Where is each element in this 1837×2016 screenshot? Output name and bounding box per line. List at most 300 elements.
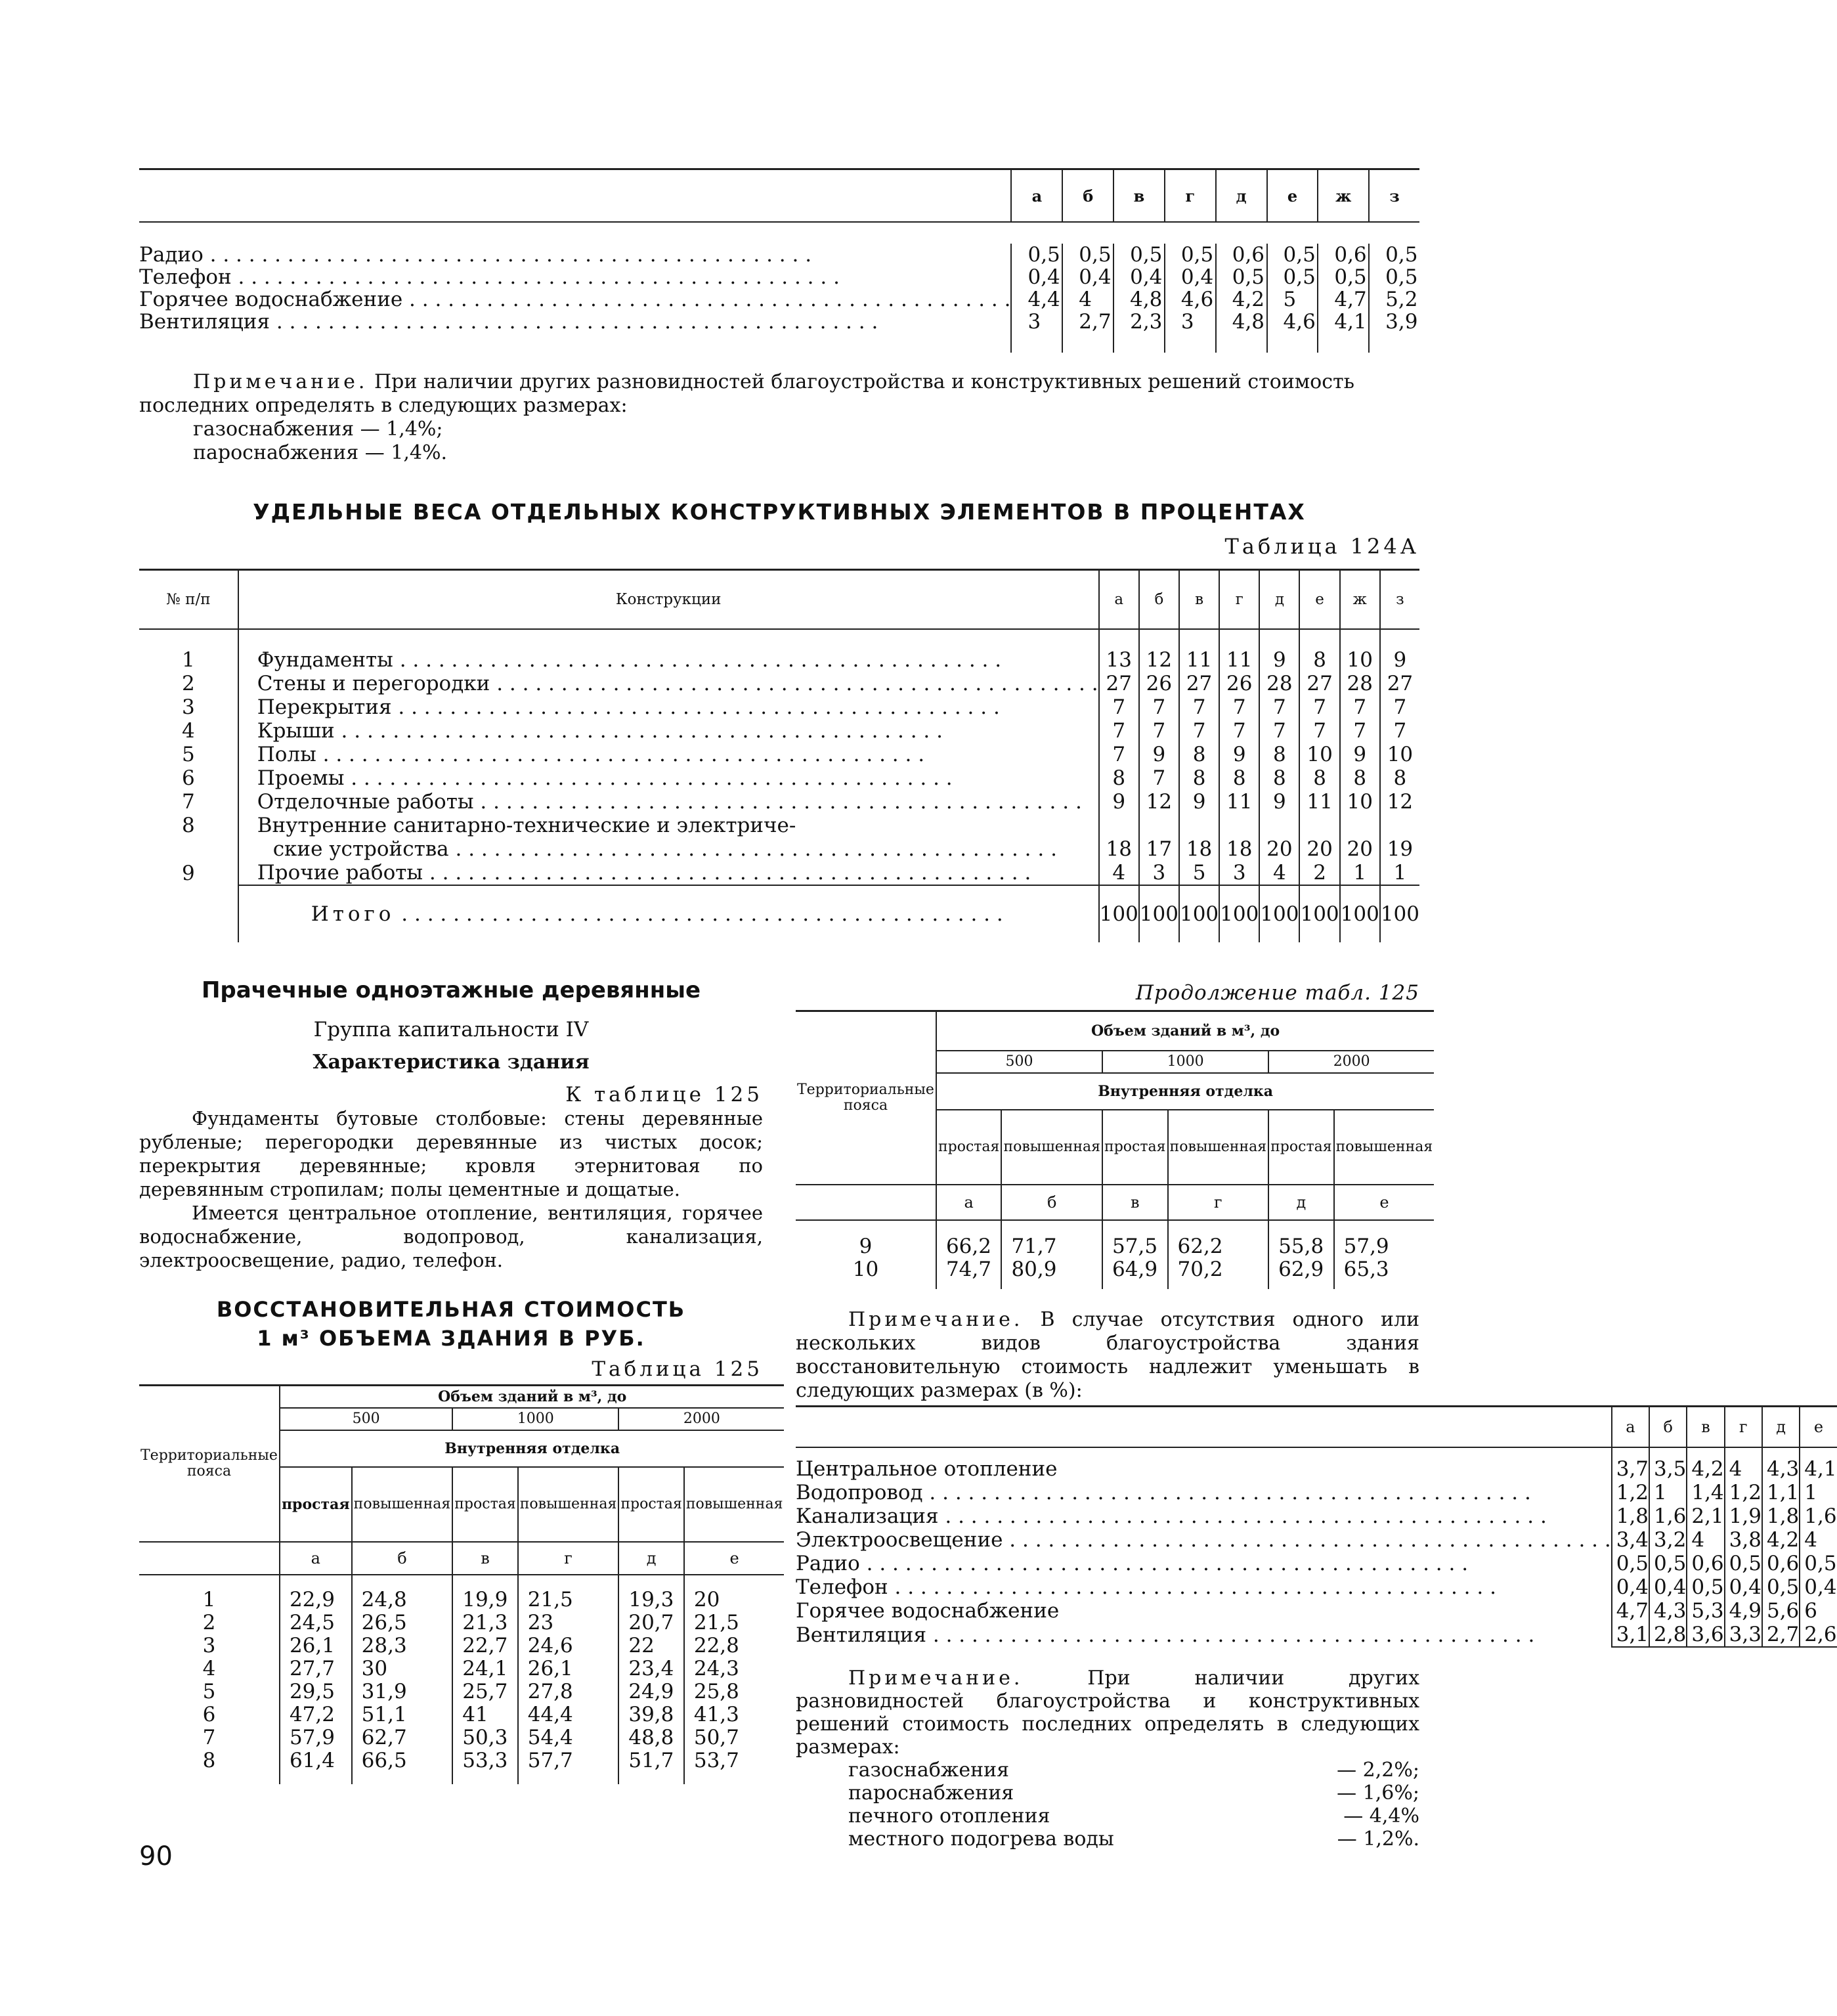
column-header: в xyxy=(1179,570,1219,630)
note-item-value: — 1,2%. xyxy=(1337,1828,1419,1851)
cell: 41 xyxy=(452,1703,517,1726)
cell xyxy=(1099,814,1139,837)
note-3 xyxy=(796,1667,1419,1851)
cell: 0,5 xyxy=(1318,266,1369,288)
cell: 64,9 xyxy=(1102,1258,1167,1281)
cell: 74,7 xyxy=(936,1258,1001,1281)
cell: 100 xyxy=(1139,885,1179,942)
cell: 1,4 xyxy=(1687,1481,1724,1504)
cell: 12 xyxy=(1139,648,1179,672)
laundry-section xyxy=(139,977,763,1381)
note-item: пароснабжения — 1,4%. xyxy=(193,441,447,464)
note-item-value: — 1,6%; xyxy=(1337,1782,1419,1805)
table-row xyxy=(139,288,1419,311)
table-row xyxy=(139,766,1419,790)
cell: 0,5 xyxy=(1113,244,1165,266)
note-lead: Примечание. xyxy=(848,1667,1024,1690)
cell: 9 xyxy=(1139,743,1179,766)
table-row xyxy=(139,266,1419,288)
cell: 100 xyxy=(1259,885,1299,942)
cell: 65,3 xyxy=(1334,1258,1435,1281)
cell: 8 xyxy=(1299,766,1339,790)
cell: 7 xyxy=(1340,695,1380,719)
cell: 0,4 xyxy=(1113,266,1165,288)
cell: 8 xyxy=(1259,766,1299,790)
row-label: Телефон xyxy=(796,1575,888,1599)
number-header: № п/п xyxy=(139,570,238,630)
cell: 4 xyxy=(1099,861,1139,885)
cell: 2 xyxy=(1299,861,1339,885)
cell: 61,4 xyxy=(280,1749,352,1772)
table-125-continued xyxy=(796,1010,1434,1289)
cell: 7 xyxy=(1179,719,1219,743)
cell: 51,7 xyxy=(618,1749,683,1772)
volume-value: 500 xyxy=(936,1051,1102,1073)
cell: 3,5 xyxy=(1649,1457,1687,1481)
cell: 6 xyxy=(1800,1599,1836,1623)
cell: 62,9 xyxy=(1268,1258,1333,1281)
utilities-table-top xyxy=(139,168,1419,353)
cell: 26 xyxy=(1219,672,1259,695)
note-item-label: местного подогрева воды xyxy=(848,1828,1114,1851)
table-row xyxy=(139,1589,784,1611)
cell: 7 xyxy=(1139,695,1179,719)
row-label: Проемы xyxy=(257,766,345,790)
cell: 27 xyxy=(1099,672,1139,695)
note-item xyxy=(796,1782,1419,1805)
note-2 xyxy=(796,1308,1419,1403)
cell: 4 xyxy=(1687,1528,1724,1552)
cell: 8 xyxy=(1299,648,1339,672)
description-paragraph: Фундаменты бутовые столбовые: стены деревянные рубленые; перегородки деревянные из чистых досок; перекрытия деревянные; кровля этернитовая по деревянным стропилам; полы цементные и дощатые. xyxy=(139,1107,763,1200)
cell: 22,9 xyxy=(280,1589,352,1611)
cell: 100 xyxy=(1340,885,1380,942)
cell: 5,6 xyxy=(1762,1599,1800,1623)
row-label: Канализация xyxy=(796,1504,939,1528)
cell: 100 xyxy=(1099,885,1139,942)
cell: 100 xyxy=(1219,885,1259,942)
zone: 5 xyxy=(202,1680,216,1703)
cell: 25,7 xyxy=(452,1680,517,1703)
cell: 3 xyxy=(1165,311,1216,353)
cell: 21,5 xyxy=(684,1611,785,1634)
cell: 0,4 xyxy=(1800,1575,1836,1599)
cell: 2,3 xyxy=(1113,311,1165,353)
table-row xyxy=(139,1611,784,1634)
cell: 2,7 xyxy=(1062,311,1113,353)
cell: 28,3 xyxy=(352,1634,453,1657)
cell: 0,5 xyxy=(1165,244,1216,266)
cell: 57,7 xyxy=(518,1749,619,1772)
cell: 3 xyxy=(1139,861,1179,885)
volume-value: 1000 xyxy=(452,1408,618,1430)
cell: 29,5 xyxy=(280,1680,352,1703)
table-row xyxy=(796,1599,1837,1623)
cell: 26,1 xyxy=(280,1634,352,1657)
finish-type: простая xyxy=(280,1467,352,1542)
table-row xyxy=(139,1680,784,1703)
zone: 8 xyxy=(202,1749,216,1772)
column-header: в xyxy=(452,1542,517,1575)
column-header: ж xyxy=(1340,570,1380,630)
note-item-label: печного отопления xyxy=(848,1805,1050,1828)
cell: 9 xyxy=(1099,790,1139,814)
cell: 11 xyxy=(1179,648,1219,672)
cell: 3,3 xyxy=(1725,1623,1762,1647)
cell xyxy=(1340,814,1380,837)
finish-type: простая xyxy=(936,1110,1001,1185)
row-label: Водопровод xyxy=(796,1481,923,1504)
cell: 12 xyxy=(1380,790,1419,814)
table-row xyxy=(796,1623,1837,1647)
row-label: Электроосвещение xyxy=(796,1528,1003,1552)
cell xyxy=(1259,814,1299,837)
cell: 24,6 xyxy=(518,1634,619,1657)
column-header: з xyxy=(1369,169,1419,223)
cell: 0,4 xyxy=(1725,1575,1762,1599)
cell: 0,5 xyxy=(1612,1552,1649,1575)
row-label: Горячее водоснабжение xyxy=(139,288,403,311)
cell: 27,7 xyxy=(280,1657,352,1680)
cell: 7 xyxy=(1219,695,1259,719)
cell: 4 xyxy=(1259,861,1299,885)
cell: 22,8 xyxy=(684,1634,785,1657)
cell: 19,9 xyxy=(452,1589,517,1611)
cell: 3 xyxy=(1011,311,1062,353)
table-row xyxy=(796,1258,1434,1281)
cell: 4,2 xyxy=(1762,1528,1800,1552)
column-header: а xyxy=(1612,1407,1649,1448)
laundry-title: Прачечные одноэтажные деревянные xyxy=(201,977,701,1003)
equipment-paragraph: Имеется центральное отопление, вентиляция, горячее водоснабжение, водопровод, канализация, электроосвещение, радио, телефон. xyxy=(139,1202,763,1271)
cost-title-line-1: ВОССТАНОВИТЕЛЬНАЯ СТОИМОСТЬ xyxy=(216,1297,686,1322)
table-row xyxy=(139,1726,784,1749)
note-text: При наличии других разновидностей благоустройства и конструктивных решений стоимость последних определять в следующих размерах: xyxy=(796,1667,1419,1759)
table-row xyxy=(796,1528,1837,1552)
cell: 0,5 xyxy=(1649,1552,1687,1575)
row-label: Фундаменты xyxy=(257,648,393,672)
column-header: г xyxy=(518,1542,619,1575)
cell: 0,5 xyxy=(1800,1552,1836,1575)
column-header: д xyxy=(1216,169,1267,223)
column-header: е xyxy=(1267,169,1318,223)
finish-type: повышенная xyxy=(352,1467,453,1542)
name-header: Конструкции xyxy=(238,570,1099,630)
reduction-table xyxy=(796,1405,1837,1648)
cell xyxy=(1219,814,1259,837)
cell: 7 xyxy=(1219,719,1259,743)
row-label: Вентиляция xyxy=(796,1623,927,1647)
cell: 2,8 xyxy=(1649,1623,1687,1647)
cell: 39,8 xyxy=(618,1703,683,1726)
cell: 100 xyxy=(1299,885,1339,942)
cell: 66,5 xyxy=(352,1749,453,1772)
cell: 1,8 xyxy=(1762,1504,1800,1528)
row-label: Внутренние санитарно-технические и электриче- xyxy=(238,814,1099,837)
cell: 3 xyxy=(1219,861,1259,885)
cell: 4,3 xyxy=(1649,1599,1687,1623)
cell: 26,5 xyxy=(352,1611,453,1634)
column-header: б xyxy=(352,1542,453,1575)
cell: 10 xyxy=(1299,743,1339,766)
row-number: 4 xyxy=(181,719,195,743)
cell: 2,1 xyxy=(1687,1504,1724,1528)
row-number: 6 xyxy=(181,766,195,790)
zone: 2 xyxy=(202,1611,216,1634)
cell: 7 xyxy=(1099,743,1139,766)
cell: 11 xyxy=(1299,790,1339,814)
cell: 5 xyxy=(1267,288,1318,311)
column-header: в xyxy=(1687,1407,1724,1448)
cell: 5,3 xyxy=(1687,1599,1724,1623)
row-number: 7 xyxy=(181,790,195,814)
column-header: г xyxy=(1725,1407,1762,1448)
row-label: Прочие работы xyxy=(257,861,423,885)
cell: 0,4 xyxy=(1062,266,1113,288)
row-number: 9 xyxy=(181,861,195,885)
cell: 10 xyxy=(1340,790,1380,814)
cell: 1,6 xyxy=(1800,1504,1836,1528)
cell: 0,4 xyxy=(1649,1575,1687,1599)
cell: 22 xyxy=(618,1634,683,1657)
cell: 12 xyxy=(1139,790,1179,814)
column-header: а xyxy=(936,1185,1001,1220)
table-row xyxy=(796,1575,1837,1599)
cell: 19 xyxy=(1380,837,1419,861)
row-number: 2 xyxy=(181,672,195,695)
label-header xyxy=(139,169,1011,223)
table-row xyxy=(139,1634,784,1657)
volume-header: Объем зданий в м³, до xyxy=(280,1386,785,1409)
table-label: Таблица 124А xyxy=(1224,534,1419,559)
cell: 18 xyxy=(1219,837,1259,861)
cell: 9 xyxy=(1179,790,1219,814)
row-label: Радио xyxy=(796,1552,860,1575)
cell: 8 xyxy=(1179,766,1219,790)
table-header-row xyxy=(139,570,1419,630)
cell: 50,7 xyxy=(684,1726,785,1749)
cell: 20,7 xyxy=(618,1611,683,1634)
cell: 24,3 xyxy=(684,1657,785,1680)
note-1 xyxy=(139,370,1419,465)
cell: 26,1 xyxy=(518,1657,619,1680)
cell: 80,9 xyxy=(1001,1258,1102,1281)
note-text: При наличии других разновидностей благоустройства и конструктивных решений стоимость последних определять в следующих размерах: xyxy=(139,370,1354,417)
table-row xyxy=(139,814,1419,837)
cell: 9 xyxy=(1340,743,1380,766)
finish-header: Внутренняя отделка xyxy=(280,1430,785,1467)
cell: 20 xyxy=(684,1589,785,1611)
cell: 27,8 xyxy=(518,1680,619,1703)
cell xyxy=(1139,814,1179,837)
row-label: Полы xyxy=(257,743,316,766)
cell: 1,9 xyxy=(1725,1504,1762,1528)
row-label: Перекрытия xyxy=(257,695,392,719)
row-label: Крыши xyxy=(257,719,335,743)
cell: 0,5 xyxy=(1267,266,1318,288)
cell: 7 xyxy=(1139,719,1179,743)
volume-value: 500 xyxy=(280,1408,452,1430)
column-header: ж xyxy=(1318,169,1369,223)
finish-type: повышенная xyxy=(1168,1110,1269,1185)
cell: 4,1 xyxy=(1800,1457,1836,1481)
cell: 62,7 xyxy=(352,1726,453,1749)
cell: 30 xyxy=(352,1657,453,1680)
cell: 24,9 xyxy=(618,1680,683,1703)
cell: 27 xyxy=(1179,672,1219,695)
cell: 20 xyxy=(1340,837,1380,861)
row-number: 1 xyxy=(181,648,195,672)
cell: 7 xyxy=(1299,719,1339,743)
column-header: е xyxy=(684,1542,785,1575)
cell: 0,5 xyxy=(1725,1552,1762,1575)
table-row xyxy=(139,648,1419,672)
row-number: 3 xyxy=(181,695,195,719)
column-header: д xyxy=(1762,1407,1800,1448)
cell: 71,7 xyxy=(1001,1235,1102,1258)
cell: 4,8 xyxy=(1216,311,1267,353)
cell: 1 xyxy=(1800,1481,1836,1504)
table-row xyxy=(139,311,1419,353)
finish-type: простая xyxy=(452,1467,517,1542)
cell: 21,5 xyxy=(518,1589,619,1611)
cell: 20 xyxy=(1299,837,1339,861)
cell: 7 xyxy=(1380,719,1419,743)
column-header: е xyxy=(1334,1185,1435,1220)
table-row xyxy=(796,1504,1837,1528)
cell: 21,3 xyxy=(452,1611,517,1634)
cell: 1 xyxy=(1380,861,1419,885)
cell: 9 xyxy=(1380,648,1419,672)
column-header: б xyxy=(1062,169,1113,223)
note-lead: Примечание. xyxy=(848,1308,1024,1331)
cell: 62,2 xyxy=(1168,1235,1269,1258)
cell: 66,2 xyxy=(936,1235,1001,1258)
table-row xyxy=(796,1481,1837,1504)
table-row xyxy=(139,1703,784,1726)
cell: 3,9 xyxy=(1369,311,1419,353)
cell: 1,6 xyxy=(1649,1504,1687,1528)
finish-type: повышенная xyxy=(684,1467,785,1542)
cell: 31,9 xyxy=(352,1680,453,1703)
cell: 3,2 xyxy=(1649,1528,1687,1552)
cell: 53,3 xyxy=(452,1749,517,1772)
cell xyxy=(1299,814,1339,837)
cell: 4,7 xyxy=(1318,288,1369,311)
cell: 28 xyxy=(1259,672,1299,695)
cell: 26 xyxy=(1139,672,1179,695)
table-row xyxy=(796,1235,1434,1258)
cell: 8 xyxy=(1099,766,1139,790)
finish-type: повышенная xyxy=(518,1467,619,1542)
cell: 9 xyxy=(1259,790,1299,814)
cell: 24,5 xyxy=(280,1611,352,1634)
cell: 4 xyxy=(1062,288,1113,311)
table-row xyxy=(139,837,1419,861)
cell xyxy=(1179,814,1219,837)
cell: 24,1 xyxy=(452,1657,517,1680)
cell: 100 xyxy=(1179,885,1219,942)
cell: 27 xyxy=(1299,672,1339,695)
cell: 18 xyxy=(1099,837,1139,861)
cell: 23 xyxy=(518,1611,619,1634)
table-row xyxy=(796,1457,1837,1481)
cell: 4,6 xyxy=(1165,288,1216,311)
row-label: Телефон xyxy=(139,265,232,289)
cell: 4,3 xyxy=(1762,1457,1800,1481)
finish-type: повышенная xyxy=(1334,1110,1435,1185)
table-125 xyxy=(139,1384,784,1784)
cell: 7 xyxy=(1259,695,1299,719)
note-item-label: пароснабжения xyxy=(848,1782,1014,1805)
cell: 7 xyxy=(1099,719,1139,743)
continuation-label: Продолжение табл. 125 xyxy=(1135,981,1419,1005)
column-header: б xyxy=(1649,1407,1687,1448)
cell: 8 xyxy=(1340,766,1380,790)
finish-header: Внутренняя отделка xyxy=(936,1073,1434,1110)
row-label: Вентиляция xyxy=(139,310,270,334)
cell: 7 xyxy=(1259,719,1299,743)
table-row xyxy=(139,719,1419,743)
cell: 0,5 xyxy=(1216,266,1267,288)
note-item xyxy=(796,1759,1419,1782)
table-row xyxy=(139,695,1419,719)
cell: 57,5 xyxy=(1102,1235,1167,1258)
cell: 51,1 xyxy=(352,1703,453,1726)
table-label: Таблица 125 xyxy=(592,1357,763,1381)
cell: 54,4 xyxy=(518,1726,619,1749)
cell: 4,8 xyxy=(1113,288,1165,311)
cell: 4,1 xyxy=(1318,311,1369,353)
table-row xyxy=(139,672,1419,695)
cell: 3,8 xyxy=(1725,1528,1762,1552)
table-124a xyxy=(139,569,1419,942)
cell: 7 xyxy=(1380,695,1419,719)
column-header: д xyxy=(1268,1185,1333,1220)
cell: 8 xyxy=(1179,743,1219,766)
zone: 3 xyxy=(202,1634,216,1657)
cell: 0,5 xyxy=(1369,244,1419,266)
cell: 57,9 xyxy=(280,1726,352,1749)
column-header: е xyxy=(1299,570,1339,630)
cell: 50,3 xyxy=(452,1726,517,1749)
cell: 41,3 xyxy=(684,1703,785,1726)
cell: 8 xyxy=(1259,743,1299,766)
cell: 55,8 xyxy=(1268,1235,1333,1258)
row-number xyxy=(139,837,238,861)
cell: 0,6 xyxy=(1687,1552,1724,1575)
column-header: е xyxy=(1800,1407,1836,1448)
total-row xyxy=(139,885,1419,942)
cell: 7 xyxy=(1299,695,1339,719)
volume-header: Объем зданий в м³, до xyxy=(936,1011,1434,1051)
finish-type: простая xyxy=(1102,1110,1167,1185)
cell: 0,4 xyxy=(1165,266,1216,288)
note-lead: Примечание. xyxy=(193,370,368,393)
cell: 22,7 xyxy=(452,1634,517,1657)
cell xyxy=(1380,814,1419,837)
cell: 0,5 xyxy=(1267,244,1318,266)
cell: 0,6 xyxy=(1318,244,1369,266)
row-label: ские устройства xyxy=(272,837,449,861)
cell: 7 xyxy=(1139,766,1179,790)
table-row xyxy=(139,743,1419,766)
cell: 100 xyxy=(1380,885,1419,942)
row-label: Отделочные работы xyxy=(257,790,474,814)
row-label: Центральное отопление xyxy=(796,1457,1058,1481)
cell: 4 xyxy=(1725,1457,1762,1481)
volume-value: 1000 xyxy=(1102,1051,1268,1073)
